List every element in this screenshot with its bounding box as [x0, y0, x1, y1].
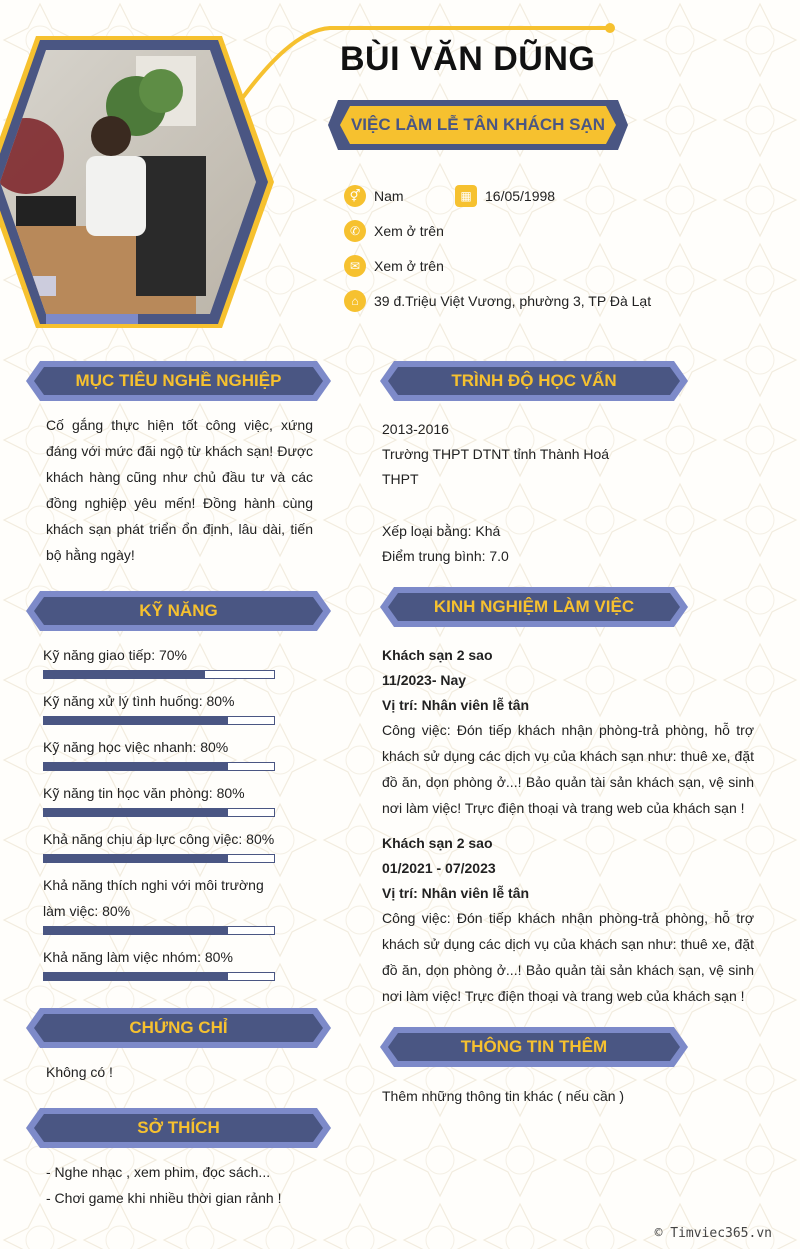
education-years: 2013-2016 [382, 421, 449, 437]
skill-bar-fill [44, 973, 228, 980]
skill-bar-fill [44, 809, 228, 816]
skill-bar [43, 670, 275, 679]
skill-item [43, 734, 283, 771]
skill-item [43, 780, 283, 817]
job-title: VIỆC LÀM LỄ TÂN KHÁCH SẠN [350, 115, 606, 134]
skill-label: Kỹ năng giao tiếp: 70% [43, 647, 187, 663]
certificates-title: CHỨNG CHỈ [129, 1018, 228, 1037]
email-icon: ✉ [344, 255, 366, 277]
gender-icon: ⚥ [344, 185, 366, 207]
birthdate-value: 16/05/1998 [485, 188, 556, 204]
hobbies-header [26, 1106, 331, 1150]
phone-value: Xem ở trên [374, 223, 444, 239]
skill-label: Kỹ năng tin học văn phòng: 80% [43, 785, 245, 801]
skill-item [43, 944, 283, 981]
birthdate-row [455, 185, 555, 207]
certificates-text: Không có ! [46, 1064, 113, 1080]
skill-label: Kỹ năng xử lý tình huống: 80% [43, 693, 235, 709]
education-rank: Xếp loại bằng: Khá [382, 523, 501, 539]
skill-bar-fill [44, 855, 228, 862]
gender-value: Nam [374, 188, 404, 204]
address-row [344, 290, 651, 312]
objective-header [26, 359, 331, 403]
skill-bar-fill [44, 671, 205, 678]
skills-header [26, 589, 331, 633]
experience-position: Vị trí: Nhân viên lễ tân [382, 697, 530, 713]
home-icon: ⌂ [344, 290, 366, 312]
phone-icon: ✆ [344, 220, 366, 242]
skill-bar [43, 854, 275, 863]
skill-label: Kỹ năng học việc nhanh: 80% [43, 739, 229, 755]
objective-text: Cố gắng thực hiện tốt công việc, xứng đáng với mức đãi ngộ từ khách sạn! Được khách hàng cũng như chủ đầu tư và các đồng nghiệp yêu mến! Đồng hành cùng khách sạn phát triển ổn định, lâu dài, tiến bộ hằng ngày! [46, 417, 313, 563]
skill-bar-fill [44, 717, 228, 724]
calendar-icon: ▦ [455, 185, 477, 207]
experience-period: 01/2021 - 07/2023 [382, 860, 496, 876]
profile-photo [0, 36, 274, 328]
extra-header [380, 1025, 688, 1069]
certificates-header [26, 1006, 331, 1050]
education-header [380, 359, 688, 403]
skill-label: Khả năng thích nghi với môi trường làm việc: 80% [43, 877, 264, 919]
email-value: Xem ở trên [374, 258, 444, 274]
skill-bar [43, 972, 275, 981]
experience-header [380, 585, 688, 629]
education-level: THPT [382, 471, 419, 487]
education-gpa: Điểm trung bình: 7.0 [382, 548, 509, 564]
skill-bar-fill [44, 763, 228, 770]
experience-description: Công việc: Đón tiếp khách nhận phòng-trả phòng, hỗ trợ khách sử dụng các dịch vụ của khách sạn như: thuê xe, đặt đồ ăn, dọn phòng ở...! Bảo quản tài sản khách sạn, vệ sinh nơi làm việc! Trực điện thoại và trang web của khách sạn ! [382, 722, 754, 816]
footer-credit: © Timviec365.vn [654, 1226, 772, 1241]
skill-item [43, 642, 283, 679]
education-title: TRÌNH ĐỘ HỌC VẤN [451, 371, 617, 390]
extra-title: THÔNG TIN THÊM [460, 1037, 608, 1056]
skill-bar [43, 926, 275, 935]
skill-label: Khả năng làm việc nhóm: 80% [43, 949, 233, 965]
skill-bar [43, 808, 275, 817]
hobby-item: - Chơi game khi nhiều thời gian rảnh ! [46, 1190, 282, 1206]
skill-bar [43, 716, 275, 725]
email-row [344, 255, 444, 277]
skill-item [43, 872, 283, 935]
skill-item [43, 688, 283, 725]
skill-bar [43, 762, 275, 771]
phone-row [344, 220, 444, 242]
skill-bar-fill [44, 927, 228, 934]
experience-period: 11/2023- Nay [382, 672, 467, 688]
experience-title: KINH NGHIỆM LÀM VIỆC [433, 597, 635, 616]
experience-position: Vị trí: Nhân viên lễ tân [382, 885, 530, 901]
experience-description: Công việc: Đón tiếp khách nhận phòng-trả phòng, hỗ trợ khách sử dụng các dịch vụ của khách sạn như: thuê xe, đặt đồ ăn, dọn phòng ở...! Bảo quản tài sản khách sạn, vệ sinh nơi làm việc! Trực điện thoại và trang web của khách sạn ! [382, 910, 754, 1004]
objective-title: MỤC TIÊU NGHỀ NGHIỆP [75, 371, 282, 390]
skill-label: Khả năng chịu áp lực công việc: 80% [43, 831, 275, 847]
hobby-item: - Nghe nhạc , xem phim, đọc sách... [46, 1164, 271, 1180]
hobbies-title: SỞ THÍCH [137, 1118, 220, 1137]
experience-company: Khách sạn 2 sao [382, 647, 493, 663]
skill-item [43, 826, 283, 863]
candidate-name: BÙI VĂN DŨNG [340, 40, 596, 78]
extra-text: Thêm những thông tin khác ( nếu cần ) [382, 1088, 625, 1104]
education-school: Trường THPT DTNT tỉnh Thành Hoá [382, 446, 610, 462]
skills-title: KỸ NĂNG [139, 601, 218, 620]
gender-row [344, 185, 404, 207]
experience-company: Khách sạn 2 sao [382, 835, 493, 851]
address-value: 39 đ.Triệu Việt Vương, phường 3, TP Đà Lạt [374, 293, 652, 309]
